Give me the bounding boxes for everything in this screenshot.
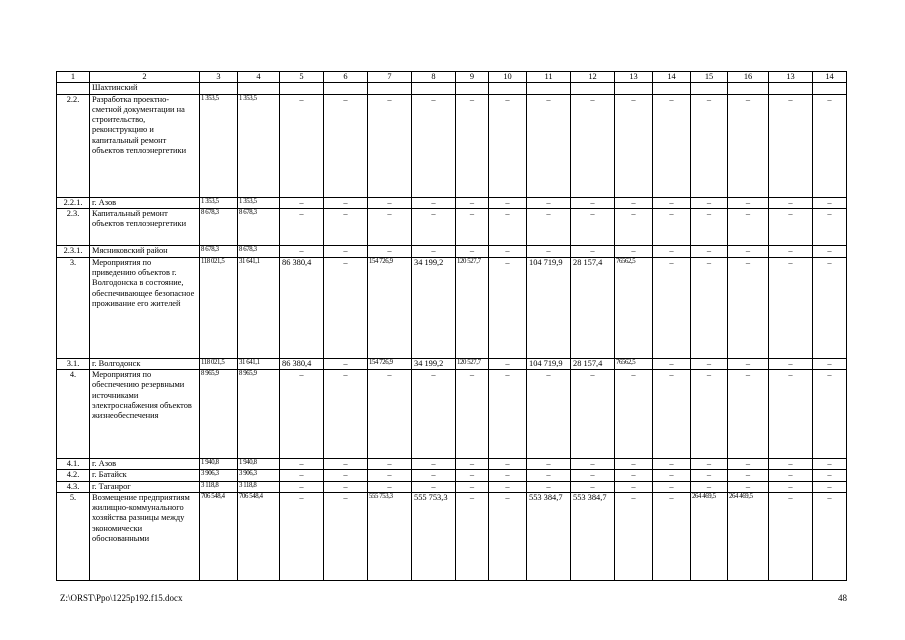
value-cell: –: [813, 470, 847, 481]
value-cell: –: [769, 470, 813, 481]
value-cell: [527, 83, 571, 94]
row-name: г. Азов: [90, 459, 200, 470]
value-cell: 3 118,8: [200, 481, 238, 492]
value-cell: –: [412, 459, 456, 470]
value-cell: –: [691, 370, 728, 459]
value-cell: –: [489, 358, 527, 369]
value-cell: –: [769, 197, 813, 208]
value-cell: [813, 83, 847, 94]
value-cell: –: [280, 245, 324, 257]
footer-file-path: Z:\ORST\Ppo\1225p192.f15.docx: [60, 593, 183, 603]
value-cell: –: [412, 208, 456, 245]
table-row: [57, 459, 847, 470]
value-cell: –: [615, 470, 653, 481]
value-cell: –: [571, 208, 615, 245]
value-cell: –: [489, 197, 527, 208]
value-cell: [238, 83, 280, 94]
column-number: 16: [728, 72, 769, 83]
value-cell: –: [813, 257, 847, 358]
value-cell: –: [527, 370, 571, 459]
value-cell: –: [728, 257, 769, 358]
value-cell: –: [653, 481, 691, 492]
value-cell: –: [456, 492, 489, 580]
value-cell: –: [324, 481, 368, 492]
value-cell: 3 118,8: [238, 481, 280, 492]
value-cell: 553 384,7: [571, 492, 615, 580]
value-cell: –: [769, 370, 813, 459]
value-cell: 76562,5: [615, 358, 653, 369]
value-cell: –: [615, 208, 653, 245]
value-cell: –: [412, 370, 456, 459]
value-cell: –: [324, 208, 368, 245]
value-cell: –: [691, 470, 728, 481]
value-cell: 118 021,5: [200, 358, 238, 369]
value-cell: –: [368, 481, 412, 492]
row-number: 3.1.: [57, 358, 90, 369]
value-cell: 1 353,5: [238, 94, 280, 197]
value-cell: –: [615, 370, 653, 459]
value-cell: –: [728, 197, 769, 208]
value-cell: –: [456, 459, 489, 470]
row-name: Мероприятия по обеспечению резервными источниками электроснабжения объектов жизнеобеспечения: [90, 370, 200, 459]
value-cell: 86 380,4: [280, 257, 324, 358]
value-cell: [412, 83, 456, 94]
value-cell: 28 157,4: [571, 257, 615, 358]
table-row: [57, 83, 847, 94]
value-cell: 154 726,9: [368, 358, 412, 369]
row-number: 3.: [57, 257, 90, 358]
value-cell: –: [489, 245, 527, 257]
value-cell: –: [653, 257, 691, 358]
value-cell: –: [456, 245, 489, 257]
value-cell: –: [615, 245, 653, 257]
value-cell: –: [368, 94, 412, 197]
column-number: 14: [653, 72, 691, 83]
value-cell: –: [615, 94, 653, 197]
value-cell: –: [769, 94, 813, 197]
value-cell: 1 940,8: [238, 459, 280, 470]
value-cell: 1 353,5: [200, 197, 238, 208]
value-cell: –: [813, 370, 847, 459]
value-cell: [615, 83, 653, 94]
value-cell: 1 940,8: [200, 459, 238, 470]
value-cell: –: [489, 208, 527, 245]
row-name: Шахтинский: [90, 83, 200, 94]
value-cell: 31 641,1: [238, 358, 280, 369]
value-cell: –: [571, 481, 615, 492]
value-cell: 8 678,3: [238, 208, 280, 245]
table-row: [57, 492, 847, 580]
column-number: 6: [324, 72, 368, 83]
table-row: [57, 358, 847, 369]
column-number: 3: [200, 72, 238, 83]
value-cell: –: [615, 197, 653, 208]
value-cell: –: [728, 245, 769, 257]
value-cell: –: [456, 208, 489, 245]
value-cell: 120 527,7: [456, 257, 489, 358]
value-cell: [691, 83, 728, 94]
value-cell: –: [653, 208, 691, 245]
row-name: г. Волгодонск: [90, 358, 200, 369]
row-name: г. Азов: [90, 197, 200, 208]
value-cell: 1 353,5: [238, 197, 280, 208]
value-cell: [769, 83, 813, 94]
value-cell: [653, 83, 691, 94]
value-cell: –: [489, 94, 527, 197]
table-row: [57, 470, 847, 481]
value-cell: 706 548,4: [200, 492, 238, 580]
column-number: 10: [489, 72, 527, 83]
value-cell: –: [571, 245, 615, 257]
column-number: 11: [527, 72, 571, 83]
value-cell: –: [280, 459, 324, 470]
value-cell: –: [653, 492, 691, 580]
value-cell: –: [489, 470, 527, 481]
value-cell: –: [412, 94, 456, 197]
column-number: 13: [615, 72, 653, 83]
table-row: [57, 245, 847, 257]
value-cell: –: [412, 197, 456, 208]
value-cell: –: [653, 94, 691, 197]
row-name: г. Батайск: [90, 470, 200, 481]
value-cell: –: [489, 492, 527, 580]
value-cell: –: [728, 208, 769, 245]
value-cell: –: [691, 257, 728, 358]
value-cell: –: [280, 94, 324, 197]
value-cell: –: [456, 197, 489, 208]
value-cell: –: [728, 459, 769, 470]
value-cell: –: [412, 481, 456, 492]
value-cell: 34 199,2: [412, 358, 456, 369]
value-cell: 553 384,7: [527, 492, 571, 580]
value-cell: –: [728, 370, 769, 459]
value-cell: –: [813, 94, 847, 197]
value-cell: –: [324, 257, 368, 358]
row-name: Мясниковский район: [90, 245, 200, 257]
value-cell: –: [368, 370, 412, 459]
column-number: 9: [456, 72, 489, 83]
value-cell: –: [769, 358, 813, 369]
value-cell: 154 726,9: [368, 257, 412, 358]
value-cell: –: [368, 459, 412, 470]
value-cell: 76562,5: [615, 257, 653, 358]
value-cell: –: [324, 492, 368, 580]
value-cell: 555 753,3: [368, 492, 412, 580]
value-cell: –: [813, 208, 847, 245]
value-cell: –: [653, 358, 691, 369]
column-number: 14: [813, 72, 847, 83]
row-number: 2.3.: [57, 208, 90, 245]
value-cell: –: [769, 257, 813, 358]
value-cell: –: [769, 245, 813, 257]
column-number-row: [57, 72, 847, 83]
value-cell: –: [691, 459, 728, 470]
value-cell: –: [456, 94, 489, 197]
value-cell: 31 641,1: [238, 257, 280, 358]
value-cell: [200, 83, 238, 94]
value-cell: 3 906,3: [200, 470, 238, 481]
value-cell: –: [280, 492, 324, 580]
value-cell: 8 965,9: [200, 370, 238, 459]
value-cell: [489, 83, 527, 94]
column-number: 15: [691, 72, 728, 83]
value-cell: –: [456, 370, 489, 459]
value-cell: 264 469,5: [691, 492, 728, 580]
value-cell: –: [728, 94, 769, 197]
value-cell: –: [769, 481, 813, 492]
table-row: [57, 257, 847, 358]
value-cell: –: [571, 94, 615, 197]
row-number: 5.: [57, 492, 90, 580]
value-cell: 8 678,3: [238, 245, 280, 257]
value-cell: –: [813, 245, 847, 257]
value-cell: –: [368, 470, 412, 481]
value-cell: –: [324, 245, 368, 257]
value-cell: –: [527, 481, 571, 492]
value-cell: –: [489, 459, 527, 470]
value-cell: –: [324, 470, 368, 481]
value-cell: –: [489, 481, 527, 492]
value-cell: –: [527, 94, 571, 197]
value-cell: –: [728, 470, 769, 481]
value-cell: –: [769, 208, 813, 245]
value-cell: –: [324, 370, 368, 459]
value-cell: –: [615, 492, 653, 580]
value-cell: 3 906,3: [238, 470, 280, 481]
value-cell: –: [324, 459, 368, 470]
value-cell: 264 469,5: [728, 492, 769, 580]
value-cell: –: [489, 370, 527, 459]
value-cell: –: [728, 358, 769, 369]
value-cell: –: [571, 197, 615, 208]
value-cell: 555 753,3: [412, 492, 456, 580]
value-cell: –: [368, 245, 412, 257]
row-name: г. Таганрог: [90, 481, 200, 492]
value-cell: –: [653, 459, 691, 470]
value-cell: –: [527, 459, 571, 470]
value-cell: –: [615, 481, 653, 492]
value-cell: –: [368, 208, 412, 245]
value-cell: [324, 83, 368, 94]
value-cell: –: [691, 245, 728, 257]
value-cell: 1 353,5: [200, 94, 238, 197]
value-cell: –: [653, 370, 691, 459]
value-cell: 118 021,5: [200, 257, 238, 358]
value-cell: –: [280, 470, 324, 481]
value-cell: –: [691, 481, 728, 492]
value-cell: [280, 83, 324, 94]
column-number: 13: [769, 72, 813, 83]
footer-page-number: 48: [838, 593, 847, 603]
value-cell: [456, 83, 489, 94]
budget-table: [56, 71, 847, 581]
value-cell: –: [324, 94, 368, 197]
table-row: [57, 370, 847, 459]
value-cell: –: [813, 459, 847, 470]
row-number: 2.2.1.: [57, 197, 90, 208]
value-cell: –: [769, 459, 813, 470]
column-number: 2: [90, 72, 200, 83]
value-cell: –: [527, 197, 571, 208]
value-cell: 706 548,4: [238, 492, 280, 580]
row-number: 4.: [57, 370, 90, 459]
table-row: [57, 481, 847, 492]
table-row: [57, 208, 847, 245]
value-cell: –: [813, 492, 847, 580]
row-number: [57, 83, 90, 94]
value-cell: –: [368, 197, 412, 208]
column-number: 1: [57, 72, 90, 83]
value-cell: –: [571, 470, 615, 481]
value-cell: –: [691, 358, 728, 369]
value-cell: –: [280, 208, 324, 245]
row-number: 4.1.: [57, 459, 90, 470]
value-cell: –: [456, 481, 489, 492]
value-cell: –: [280, 370, 324, 459]
table-row: [57, 94, 847, 197]
value-cell: –: [571, 459, 615, 470]
value-cell: 120 527,7: [456, 358, 489, 369]
value-cell: –: [691, 94, 728, 197]
value-cell: –: [412, 245, 456, 257]
column-number: 7: [368, 72, 412, 83]
value-cell: 86 380,4: [280, 358, 324, 369]
value-cell: –: [691, 197, 728, 208]
value-cell: –: [456, 470, 489, 481]
value-cell: 8 965,9: [238, 370, 280, 459]
value-cell: –: [527, 245, 571, 257]
value-cell: –: [280, 481, 324, 492]
row-name: Возмещение предприятиям жилищно-коммунального хозяйства разницы между экономически обоснованными: [90, 492, 200, 580]
row-name: Разработка проектно-сметной документации на строительство, реконструкцию и капитальный ремонт объектов теплоэнергетики: [90, 94, 200, 197]
value-cell: 34 199,2: [412, 257, 456, 358]
value-cell: –: [571, 370, 615, 459]
value-cell: –: [527, 470, 571, 481]
value-cell: –: [527, 208, 571, 245]
row-number: 4.3.: [57, 481, 90, 492]
value-cell: –: [813, 358, 847, 369]
value-cell: –: [653, 470, 691, 481]
column-number: 5: [280, 72, 324, 83]
value-cell: –: [653, 197, 691, 208]
value-cell: –: [813, 481, 847, 492]
value-cell: 104 719,9: [527, 358, 571, 369]
value-cell: –: [324, 197, 368, 208]
value-cell: [571, 83, 615, 94]
row-number: 4.2.: [57, 470, 90, 481]
value-cell: –: [489, 257, 527, 358]
value-cell: –: [412, 470, 456, 481]
value-cell: –: [280, 197, 324, 208]
value-cell: 28 157,4: [571, 358, 615, 369]
value-cell: [368, 83, 412, 94]
row-name: Мероприятия по приведению объектов г. Волгодонска в состояние, обеспечивающее безопасное проживание его жителей: [90, 257, 200, 358]
value-cell: –: [728, 481, 769, 492]
value-cell: –: [653, 245, 691, 257]
value-cell: –: [324, 358, 368, 369]
value-cell: 104 719,9: [527, 257, 571, 358]
value-cell: 8 678,3: [200, 245, 238, 257]
value-cell: –: [813, 197, 847, 208]
value-cell: –: [615, 459, 653, 470]
column-number: 12: [571, 72, 615, 83]
row-number: 2.2.: [57, 94, 90, 197]
row-number: 2.3.1.: [57, 245, 90, 257]
column-number: 4: [238, 72, 280, 83]
value-cell: [728, 83, 769, 94]
value-cell: –: [691, 208, 728, 245]
column-number: 8: [412, 72, 456, 83]
value-cell: 8 678,3: [200, 208, 238, 245]
row-name: Капитальный ремонт объектов теплоэнергетики: [90, 208, 200, 245]
value-cell: –: [769, 492, 813, 580]
table-row: [57, 197, 847, 208]
